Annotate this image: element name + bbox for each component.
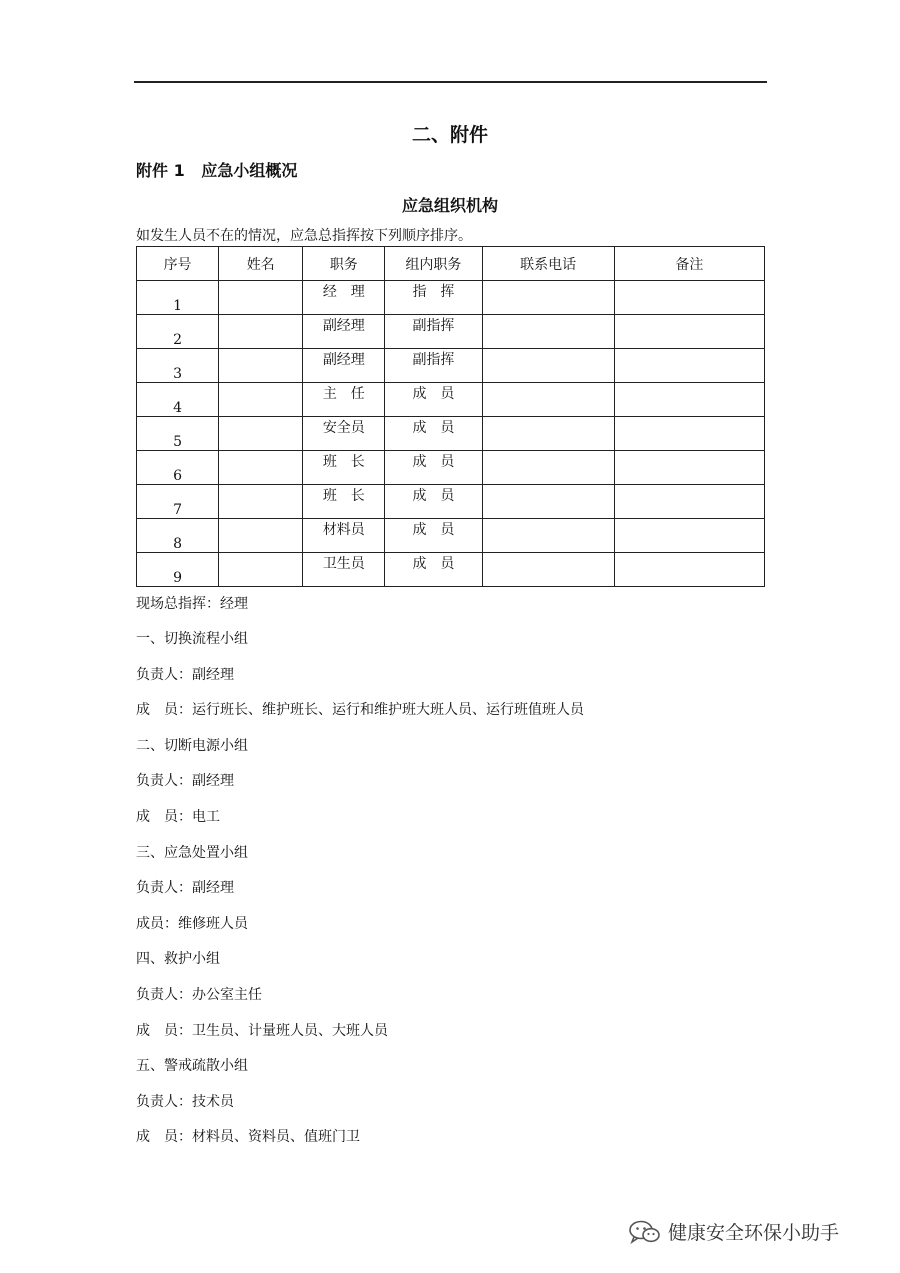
table-row (137, 519, 765, 553)
table-row (137, 383, 765, 417)
table-row (137, 451, 765, 485)
group-heading-emergency-response: 三、应急处置小组 (136, 844, 248, 861)
cell-name (219, 281, 303, 315)
group-heading-evacuation: 五、警戒疏散小组 (136, 1058, 248, 1075)
cell-phone (482, 553, 614, 587)
site-commander: 现场总指挥：经理 (136, 596, 248, 612)
cell-group-role: 成 员 (385, 485, 482, 519)
group-leader: 负责人：技术员 (136, 1093, 234, 1110)
wechat-icon (628, 1219, 662, 1245)
cell-phone (482, 485, 614, 519)
header-name: 姓名 (219, 247, 303, 281)
cell-seq: 2 (137, 315, 219, 349)
cell-remark (614, 553, 764, 587)
group-members: 成员：维修班人员 (136, 915, 248, 932)
cell-remark (614, 281, 764, 315)
cell-seq: 9 (137, 553, 219, 587)
attachment-title: 附件 1 应急小组概况 (136, 161, 298, 180)
watermark (628, 1218, 839, 1245)
cell-phone (482, 383, 614, 417)
order-note: 如发生人员不在的情况，应急总指挥按下列顺序排序。 (136, 228, 472, 244)
cell-group-role: 副指挥 (385, 349, 482, 383)
table-header-row (137, 247, 765, 281)
table-row (137, 349, 765, 383)
cell-phone (482, 315, 614, 349)
table-row (137, 315, 765, 349)
cell-group-role: 成 员 (385, 451, 482, 485)
cell-position: 班 长 (303, 485, 385, 519)
cell-position: 班 长 (303, 451, 385, 485)
group-members: 成 员：卫生员、计量班人员、大班人员 (136, 1022, 388, 1039)
header-position: 职务 (303, 247, 385, 281)
group-heading-power-cutoff: 二、切断电源小组 (136, 737, 248, 754)
cell-name (219, 519, 303, 553)
cell-position: 主 任 (303, 383, 385, 417)
cell-seq: 5 (137, 417, 219, 451)
group-leader: 负责人：办公室主任 (136, 986, 262, 1003)
group-leader: 负责人：副经理 (136, 773, 234, 790)
cell-remark (614, 315, 764, 349)
cell-remark (614, 519, 764, 553)
header-remark: 备注 (614, 247, 764, 281)
cell-phone (482, 519, 614, 553)
cell-position: 材料员 (303, 519, 385, 553)
cell-group-role: 成 员 (385, 383, 482, 417)
group-members: 成 员：电工 (136, 808, 220, 825)
cell-group-role: 副指挥 (385, 315, 482, 349)
cell-group-role: 成 员 (385, 553, 482, 587)
cell-seq: 8 (137, 519, 219, 553)
watermark-text: 健康安全环保小助手 (668, 1222, 840, 1244)
cell-phone (482, 451, 614, 485)
group-list (136, 629, 776, 1163)
group-leader: 负责人：副经理 (136, 666, 234, 683)
emergency-roster-table (136, 246, 765, 587)
header-phone: 联系电话 (482, 247, 614, 281)
cell-seq: 7 (137, 485, 219, 519)
cell-remark (614, 417, 764, 451)
group-members: 成 员：运行班长、维护班长、运行和维护班大班人员、运行班值班人员 (136, 702, 584, 719)
header-group-role: 组内职务 (385, 247, 482, 281)
group-leader: 负责人：副经理 (136, 880, 234, 897)
cell-remark (614, 383, 764, 417)
cell-name (219, 417, 303, 451)
header-seq: 序号 (137, 247, 219, 281)
cell-name (219, 451, 303, 485)
cell-group-role: 成 员 (385, 519, 482, 553)
cell-seq: 1 (137, 281, 219, 315)
cell-position: 副经理 (303, 349, 385, 383)
cell-remark (614, 485, 764, 519)
cell-name (219, 553, 303, 587)
cell-position: 副经理 (303, 315, 385, 349)
group-heading-switch-process: 一、切换流程小组 (136, 631, 248, 647)
cell-remark (614, 349, 764, 383)
cell-position: 经 理 (303, 281, 385, 315)
cell-name (219, 315, 303, 349)
group-members: 成 员：材料员、资料员、值班门卫 (136, 1129, 360, 1146)
header-rule (134, 81, 767, 83)
cell-seq: 4 (137, 383, 219, 417)
cell-phone (482, 281, 614, 315)
cell-seq: 3 (137, 349, 219, 383)
group-heading-rescue: 四、救护小组 (136, 951, 220, 968)
cell-position: 卫生员 (303, 553, 385, 587)
cell-remark (614, 451, 764, 485)
table-row (137, 417, 765, 451)
cell-position: 安全员 (303, 417, 385, 451)
cell-name (219, 485, 303, 519)
cell-group-role: 成 员 (385, 417, 482, 451)
cell-phone (482, 349, 614, 383)
table-row (137, 553, 765, 587)
cell-group-role: 指 挥 (385, 281, 482, 315)
section-heading: 二、附件 (411, 124, 488, 146)
cell-phone (482, 417, 614, 451)
cell-seq: 6 (137, 451, 219, 485)
org-title: 应急组织机构 (401, 196, 498, 215)
cell-name (219, 349, 303, 383)
cell-name (219, 383, 303, 417)
table-row (137, 485, 765, 519)
table-row (137, 281, 765, 315)
